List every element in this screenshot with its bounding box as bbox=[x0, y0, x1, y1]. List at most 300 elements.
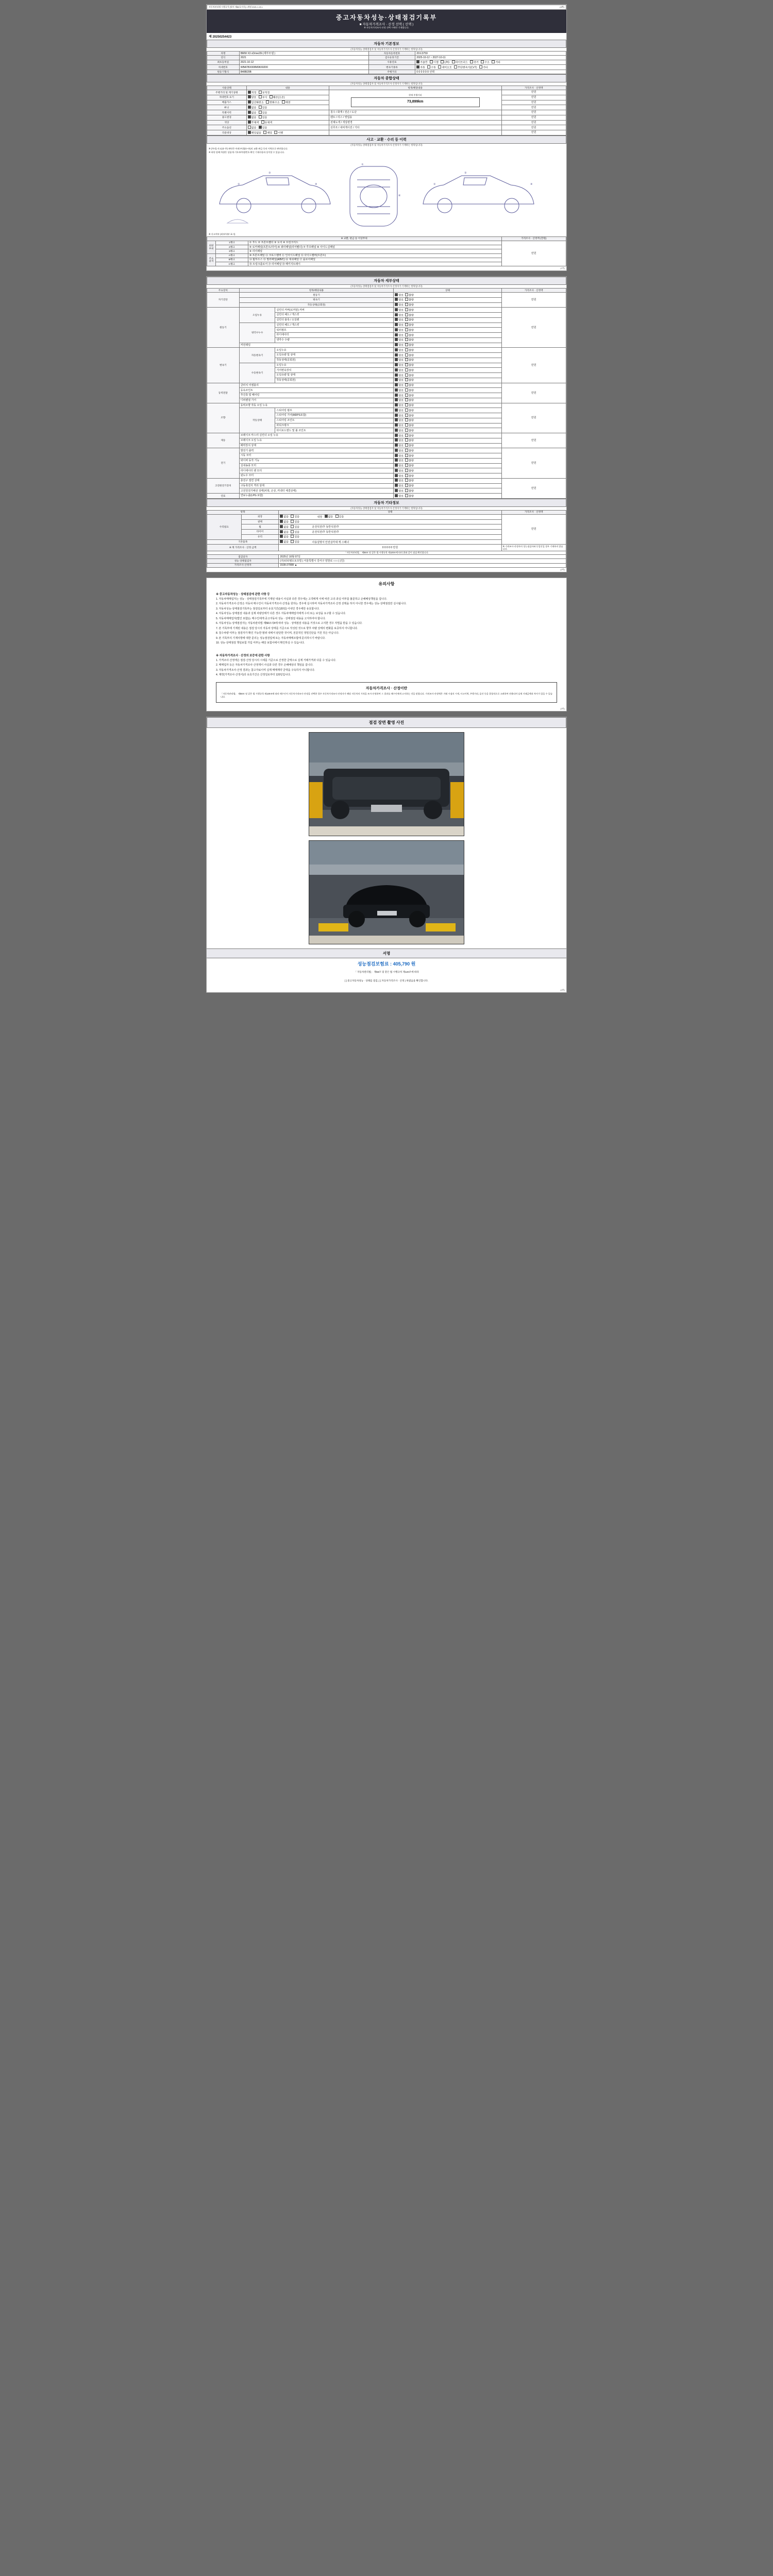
checkbox-good[interactable] bbox=[395, 363, 398, 366]
opt-label: 유채색 bbox=[264, 121, 273, 125]
checkbox-bad[interactable] bbox=[405, 348, 408, 351]
checkbox-bad[interactable] bbox=[405, 418, 408, 421]
checkbox-emission-hc[interactable] bbox=[266, 100, 269, 104]
basic-label: 검사유효기간 bbox=[368, 56, 415, 60]
detail-state bbox=[394, 313, 501, 318]
checkbox-bad[interactable] bbox=[405, 484, 408, 487]
checkbox-bad[interactable] bbox=[405, 353, 408, 357]
checkbox-good[interactable] bbox=[395, 444, 398, 447]
checkbox-good[interactable] bbox=[395, 328, 398, 331]
parts-rank: B랭크 bbox=[216, 258, 248, 262]
checkbox-good[interactable] bbox=[395, 464, 398, 467]
opt-label: 적정 bbox=[251, 91, 257, 95]
page-mark-1: (4쪽) bbox=[560, 6, 564, 8]
overall-row-options bbox=[246, 100, 329, 105]
checkbox-polish-none[interactable] bbox=[280, 520, 283, 523]
checkbox-bad[interactable] bbox=[405, 368, 408, 371]
checkbox-bad[interactable] bbox=[405, 383, 408, 386]
checkbox-good[interactable] bbox=[395, 423, 398, 427]
opt-label: 있음 bbox=[294, 540, 300, 544]
state-label: 양호 bbox=[398, 489, 404, 493]
checkbox-bad[interactable] bbox=[405, 303, 408, 306]
svg-text:⑦: ⑦ bbox=[361, 163, 364, 166]
checkbox-bad[interactable] bbox=[405, 333, 408, 336]
price-unit: 만원 bbox=[501, 90, 566, 95]
checkbox-good[interactable] bbox=[395, 378, 398, 381]
detail-item-name: 워터펌프 bbox=[275, 328, 394, 333]
checkbox-recall-yes[interactable] bbox=[263, 131, 266, 134]
page-footer-1: (1쪽) bbox=[560, 267, 565, 270]
detail-subgroup: 오일누유 bbox=[239, 308, 275, 323]
detail-state bbox=[394, 393, 501, 398]
detail-col-header: 항목/해당내용 bbox=[239, 289, 394, 293]
checkbox-good[interactable] bbox=[395, 414, 398, 417]
vehicle-diagram bbox=[207, 155, 566, 232]
opt-label: 탄화수소 bbox=[270, 101, 280, 105]
basic-label: 최초등록일 bbox=[207, 60, 240, 65]
checkbox-good[interactable] bbox=[395, 489, 398, 492]
checkbox-color-chromatic[interactable] bbox=[261, 121, 264, 124]
checkbox-bad[interactable] bbox=[405, 479, 408, 482]
document-page bbox=[0, 4, 773, 993]
checkbox-bad[interactable] bbox=[405, 454, 408, 457]
state-label: 불량 bbox=[409, 318, 414, 322]
checkbox-good[interactable] bbox=[395, 368, 398, 371]
checkbox-good[interactable] bbox=[395, 308, 398, 311]
detail-group: 원동기 bbox=[207, 308, 240, 348]
detail-item-name: 구동축전지 격리 상태 bbox=[239, 483, 394, 488]
checkbox-tire-yes[interactable] bbox=[291, 530, 294, 533]
basic-label: 변속기종류 bbox=[368, 65, 415, 70]
accident-line-2: ※ 하단 당해 차량은 상품개·기록부/차량번호 확인 기재사항과 상이할 수 있습니다. bbox=[209, 150, 285, 154]
checkbox-history-yes[interactable] bbox=[259, 111, 262, 114]
checkbox-exterior-none[interactable] bbox=[280, 515, 283, 518]
checkbox-option-yes[interactable] bbox=[259, 126, 262, 129]
checkbox-bad[interactable] bbox=[405, 409, 408, 412]
state-label: 양호 bbox=[398, 324, 404, 327]
checkbox-tuning-yes[interactable] bbox=[259, 106, 262, 109]
detail-item-name: 오일누유 bbox=[275, 363, 394, 368]
checkbox-bad[interactable] bbox=[405, 459, 408, 462]
etc-item-name: 휠 bbox=[241, 524, 279, 530]
checkbox-vin-damage[interactable] bbox=[270, 95, 273, 98]
checkbox-good[interactable] bbox=[395, 313, 398, 316]
detail-item-name: 클러치 어셈블리 bbox=[239, 383, 394, 388]
detail-item-name: 작동상태(공회전) bbox=[275, 378, 394, 383]
checkbox-recall-done[interactable] bbox=[274, 131, 277, 134]
state-label: 불량 bbox=[409, 484, 414, 488]
state-label: 불량 bbox=[409, 359, 414, 362]
sheet-page-2 bbox=[206, 276, 567, 572]
checkbox-good[interactable] bbox=[395, 449, 398, 452]
trans-option-label: 세미오토 bbox=[442, 66, 452, 70]
basic-value: BMW X3 xDrive20i (세부모델 ) bbox=[239, 52, 368, 56]
detail-state bbox=[394, 443, 501, 448]
detail-item-name: 원동기 bbox=[239, 293, 394, 298]
state-label: 양호 bbox=[398, 379, 404, 382]
checkbox-bad[interactable] bbox=[405, 328, 408, 331]
checkbox-interior-yes[interactable] bbox=[335, 515, 339, 518]
detail-group: 전기 bbox=[207, 448, 240, 479]
checkbox-fuel-lpg[interactable] bbox=[441, 60, 444, 63]
checkbox-good[interactable] bbox=[395, 318, 398, 321]
opt-label: 부식 bbox=[262, 96, 267, 99]
detail-item-name: 시동 모터 bbox=[239, 453, 394, 459]
checkbox-wheel-none[interactable] bbox=[280, 525, 283, 528]
detail-state bbox=[394, 423, 501, 428]
checkbox-good[interactable] bbox=[395, 474, 398, 477]
checkbox-bad[interactable] bbox=[405, 323, 408, 326]
footnote-line-1: 「 자동차관리법」 제58조 및 같은 법 시행규칙 제120조에 따라 bbox=[354, 971, 419, 974]
overall-row-options bbox=[246, 90, 329, 95]
detail-state bbox=[394, 323, 501, 328]
checkbox-bad[interactable] bbox=[405, 429, 408, 432]
detail-state bbox=[394, 328, 501, 333]
state-label: 불량 bbox=[409, 434, 414, 438]
detail-state bbox=[394, 363, 501, 368]
checkbox-fuel-gasoline[interactable] bbox=[416, 60, 419, 63]
checkbox-fuel-ev[interactable] bbox=[470, 60, 473, 63]
checkbox-bad[interactable] bbox=[405, 414, 408, 417]
checkbox-polish-yes[interactable] bbox=[291, 520, 294, 523]
checkbox-bad[interactable] bbox=[405, 313, 408, 316]
sign-label: 성능·상태점검자 bbox=[207, 559, 279, 563]
checkbox-recall-na[interactable] bbox=[248, 131, 251, 134]
checkbox-tuning-none[interactable] bbox=[248, 106, 251, 109]
checkbox-trans-cvt[interactable] bbox=[454, 65, 457, 69]
checkbox-good[interactable] bbox=[395, 403, 398, 406]
checkbox-history-none[interactable] bbox=[248, 111, 251, 114]
checkbox-bad[interactable] bbox=[405, 378, 408, 381]
price-unit: 만원 bbox=[501, 95, 566, 100]
basic-label: 원동기형식 bbox=[207, 70, 240, 74]
opt-label: 훼손(오손) bbox=[273, 96, 285, 99]
etc-item-name-2: 내장 bbox=[317, 515, 323, 519]
checkbox-fuel-hydrogen[interactable] bbox=[481, 60, 484, 63]
checkbox-good[interactable] bbox=[395, 348, 398, 351]
basic-value: 2021 bbox=[239, 56, 368, 60]
checkbox-fuel-hybrid[interactable] bbox=[452, 60, 455, 63]
detail-state bbox=[394, 473, 501, 479]
checkbox-bad[interactable] bbox=[405, 308, 408, 311]
checkbox-glass-yes[interactable] bbox=[291, 535, 294, 538]
accident-parts-table bbox=[207, 236, 566, 266]
detail-item-name: 커먼레일 bbox=[239, 343, 394, 348]
detail-item-name: 작동상태(공회전) bbox=[275, 358, 394, 363]
overall-row-name: 주행거리 및 계기상태 bbox=[207, 90, 247, 95]
state-label: 양호 bbox=[398, 414, 404, 418]
checkbox-option-none[interactable] bbox=[248, 126, 251, 129]
detail-price: 만원 bbox=[501, 478, 566, 498]
checkbox-fuel-diesel[interactable] bbox=[430, 60, 433, 63]
detail-item-name: 실린더 블록 / 오일팬 bbox=[275, 317, 394, 323]
checkbox-tire-none[interactable] bbox=[280, 530, 283, 533]
basic-label: 연식 bbox=[207, 56, 240, 60]
checkbox-emission-smoke[interactable] bbox=[282, 100, 285, 104]
state-label: 양호 bbox=[398, 454, 404, 458]
state-label: 양호 bbox=[398, 424, 404, 428]
state-label: 불량 bbox=[409, 369, 414, 372]
state-label: 불량 bbox=[409, 414, 414, 418]
transmission-options bbox=[415, 65, 566, 70]
opt-label: 있음 bbox=[294, 526, 300, 529]
etc-price: 만원 bbox=[501, 514, 566, 545]
checkbox-good[interactable] bbox=[395, 479, 398, 482]
opt-label: 일산화탄소 bbox=[251, 101, 264, 105]
checkbox-bad[interactable] bbox=[405, 318, 408, 321]
checkbox-good[interactable] bbox=[395, 374, 398, 377]
header-note: ※ 자동차가격조사·산정 선택 시에만 기재합니다. bbox=[364, 26, 409, 29]
price-unit: 만원 bbox=[501, 120, 566, 125]
state-label: 양호 bbox=[398, 394, 404, 398]
notice-sub-item: 1. 가격조사·산정액은 점검·산정 당시의 시세를 기준으로 산정한 금액으로 실제 거래가격과 다를 수 있습니다. bbox=[216, 658, 337, 662]
checkbox-good[interactable] bbox=[395, 398, 398, 401]
checkbox-good[interactable] bbox=[395, 494, 398, 497]
sign-value: (주)티티엠오토모빌 | 서울특별시 강서구 양천로 ○○○ | (인) bbox=[279, 559, 566, 563]
sign-label: 가격조사·산정자 bbox=[207, 563, 279, 567]
checkbox-good[interactable] bbox=[395, 333, 398, 336]
checkbox-usechange-yes[interactable] bbox=[259, 115, 262, 118]
sheet-page-3 bbox=[206, 578, 567, 711]
checkbox-good[interactable] bbox=[395, 454, 398, 457]
detail-table bbox=[207, 288, 566, 499]
detail-state bbox=[394, 488, 501, 494]
detail-state bbox=[394, 373, 501, 378]
detail-item-name: 등속조인트 bbox=[239, 388, 394, 393]
checkbox-bad[interactable] bbox=[405, 489, 408, 492]
state-label: 양호 bbox=[398, 344, 404, 347]
checkbox-bad[interactable] bbox=[405, 403, 408, 406]
state-label: 양호 bbox=[398, 298, 404, 302]
definition-box bbox=[216, 682, 557, 703]
checkbox-good[interactable] bbox=[395, 459, 398, 462]
checkbox-vin-good[interactable] bbox=[248, 95, 251, 98]
basic-value: 2025-10-12 ~ 2027-10-11 bbox=[415, 56, 566, 60]
checkbox-bad[interactable] bbox=[405, 449, 408, 452]
fuel-option-label: 전기 bbox=[474, 61, 479, 64]
checkbox-trans-semiauto[interactable] bbox=[438, 65, 441, 69]
notice-item: 9. 본 기록부의 기재사항에 대한 문의는 성능점검업체 또는 자동차매매조합에 문의하시기 바랍니다. bbox=[216, 636, 326, 640]
opt-label: 매연 bbox=[285, 101, 291, 105]
checkbox-usechange-none[interactable] bbox=[248, 115, 251, 118]
state-label: 양호 bbox=[398, 439, 404, 443]
parts-list: ⑩ 프론트패널 ⑪ 크로스멤버 ⑫ 인사이드패널 ⑬ 사이드멤버(프론트) bbox=[248, 253, 501, 258]
basic-items-label: 사용설명서 안전삼각대 잭 스패너 bbox=[312, 540, 349, 544]
overall-col-header: 항목/해당내용 bbox=[329, 86, 501, 90]
checkbox-bad[interactable] bbox=[405, 358, 408, 361]
detail-group: 고전원전기장치 bbox=[207, 478, 240, 493]
checkbox-glass-none[interactable] bbox=[280, 535, 283, 538]
state-label: 양호 bbox=[398, 374, 404, 378]
checkbox-vin-corrosion[interactable] bbox=[259, 95, 262, 98]
notice-sub-item: 3. 자동차가격조사·산정 결과는 참고자료이며 실제 매매계약 금액을 구속하지 아니합니다. bbox=[216, 668, 315, 672]
state-label: 불량 bbox=[409, 379, 414, 382]
checkbox-trans-manual[interactable] bbox=[427, 65, 430, 69]
checkbox-good[interactable] bbox=[395, 293, 398, 296]
basic-label: 차대번호 bbox=[207, 65, 240, 70]
checkbox-good[interactable] bbox=[395, 394, 398, 397]
opt-label: 있음 bbox=[262, 116, 267, 120]
checkbox-trans-auto[interactable] bbox=[416, 65, 419, 69]
notice-item: 10. 성능·상태점검 책임보험 가입 여부는 해당 보험사에서 확인하실 수 있습니다. bbox=[216, 641, 305, 645]
detail-state bbox=[394, 302, 501, 308]
checkbox-interior-none[interactable] bbox=[325, 515, 328, 518]
checkbox-bad[interactable] bbox=[405, 363, 408, 366]
detail-price: 만원 bbox=[501, 348, 566, 383]
basic-info-band: 자동차 기본정보 bbox=[207, 40, 566, 48]
state-label: 불량 bbox=[409, 429, 414, 433]
checkbox-mileage-ng[interactable] bbox=[259, 91, 262, 94]
overall-row-name: 색상 bbox=[207, 120, 247, 125]
overall-row-options bbox=[246, 115, 329, 120]
detail-state bbox=[394, 428, 501, 433]
parts-list: ⑤ 로커패널(프론트/리어) ⑥ 쿼터패널(리어휀더) ⑦ 루프패널 ⑧ 사이드실패널 bbox=[248, 245, 501, 249]
notice-item: 4. 자동차성능·상태점검 내용과 실제 차량상태가 다른 경우 자동차매매업자에게 수리 또는 보상을 요구할 수 있습니다. bbox=[216, 612, 346, 616]
opt-label: 없음 bbox=[283, 540, 289, 544]
opt-label: 없음 bbox=[328, 515, 333, 519]
checkbox-good[interactable] bbox=[395, 358, 398, 361]
detail-item-name: 추진축 및 베어링 bbox=[239, 393, 394, 398]
checkbox-good[interactable] bbox=[395, 383, 398, 386]
state-label: 불량 bbox=[409, 449, 414, 453]
state-label: 불량 bbox=[409, 419, 414, 422]
detail-item-name: 발전기 출력 bbox=[239, 448, 394, 453]
checkbox-color-achromatic[interactable] bbox=[248, 121, 251, 124]
form-topbar bbox=[207, 5, 566, 10]
checkbox-bad[interactable] bbox=[405, 464, 408, 467]
overall-row-options bbox=[246, 110, 329, 115]
opt-label: 이행 bbox=[278, 131, 283, 135]
state-label: 불량 bbox=[409, 469, 414, 473]
checkbox-good[interactable] bbox=[395, 429, 398, 432]
detail-item-name: 라디에이터 bbox=[275, 333, 394, 338]
checkbox-good[interactable] bbox=[395, 438, 398, 442]
sheet-page-1 bbox=[206, 4, 567, 271]
checkbox-good[interactable] bbox=[395, 303, 398, 306]
legal-basis-note: 「자동차관리법」 제58조 및 같은 법 시행규칙 제120조에 따라 위와 같이 점검·확인합니다. bbox=[207, 551, 566, 554]
state-label: 불량 bbox=[409, 309, 414, 312]
opt-label: 있음 bbox=[262, 106, 267, 110]
opt-label: 있음 bbox=[339, 515, 344, 519]
total-note: ※ 가격조사·산정자의 성능점검자와 동일인일 경우 기재하지 않습니다. bbox=[501, 545, 566, 551]
checkbox-good[interactable] bbox=[395, 343, 398, 346]
detail-state bbox=[394, 308, 501, 313]
detail-note: (자동차성능·상태점검자 및 자동차가격조사·산정자가 기재하는 항목입니다) bbox=[350, 285, 423, 288]
detail-state bbox=[394, 463, 501, 468]
fuel-option-label: LPG bbox=[444, 61, 450, 64]
mileage-digits: 0 0 0 0 0 0 선택 bbox=[415, 70, 566, 74]
checkbox-fuel-etc[interactable] bbox=[492, 60, 495, 63]
trans-option-label: 무단변속기(CVT) bbox=[458, 66, 477, 70]
checkbox-bad[interactable] bbox=[405, 434, 408, 437]
state-label: 양호 bbox=[398, 469, 404, 473]
checkbox-bad[interactable] bbox=[405, 298, 408, 301]
overall-row-detail: 전체도색 / 색상변경 bbox=[329, 120, 501, 125]
checkbox-wheel-yes[interactable] bbox=[291, 525, 294, 528]
etc-note: (자동차성능·상태점검자 및 자동차가격조사·산정자가 기재하는 항목입니다) bbox=[350, 506, 423, 510]
notice-item: 1. 자동차매매업자는 성능 · 상태점검기록부에 기재된 내용이 사실과 다른 경우에는 고객에게 이에 따른 고의·과실 여부를 불문하고 손해배상책임을 집니다. bbox=[216, 597, 387, 601]
detail-item-name: 실내송풍 모터 bbox=[239, 463, 394, 468]
checkbox-good[interactable] bbox=[395, 409, 398, 412]
opt-label: 있음 bbox=[294, 535, 300, 539]
checkbox-bad[interactable] bbox=[405, 423, 408, 427]
checkbox-bad[interactable] bbox=[405, 338, 408, 341]
checkbox-trans-etc[interactable] bbox=[479, 65, 482, 69]
checkbox-bad[interactable] bbox=[405, 343, 408, 346]
svg-text:①: ① bbox=[433, 182, 436, 186]
detail-item-name: 오일유량 및 상태 bbox=[275, 373, 394, 378]
etc-item-name: 타이어 bbox=[241, 530, 279, 535]
overall-col-header: 가격조사 · 산정액 bbox=[501, 86, 566, 90]
notice-item: 2. 자동차가격조사·산정은 자동차 매수인이 자동차가격조사·산정을 원하는 경우에 실시하며 자동차가격조사·산정 선택을 하지 아니한 경우에는 성능·상태점검만 실시됩니다. bbox=[216, 602, 407, 606]
checkbox-good[interactable] bbox=[395, 338, 398, 341]
state-label: 양호 bbox=[398, 404, 404, 408]
overall-row-detail: 선루프 / 내비게이션 / 기타 bbox=[329, 125, 501, 130]
sign-value: 1530-27008 ▲ bbox=[279, 563, 566, 567]
state-label: 양호 bbox=[398, 444, 404, 448]
checkbox-good[interactable] bbox=[395, 434, 398, 437]
etc-col-header: 가격조사 · 산정액 bbox=[501, 510, 566, 514]
checkbox-bad[interactable] bbox=[405, 474, 408, 477]
checkbox-good[interactable] bbox=[395, 353, 398, 357]
price-unit: 만원 bbox=[501, 125, 566, 130]
checkbox-good[interactable] bbox=[395, 418, 398, 421]
state-label: 불량 bbox=[409, 444, 414, 448]
checkbox-good[interactable] bbox=[395, 484, 398, 487]
checkbox-bad[interactable] bbox=[405, 469, 408, 472]
parts-rank: C랭크 bbox=[216, 262, 248, 266]
overall-row-options bbox=[246, 120, 329, 125]
state-label: 양호 bbox=[398, 419, 404, 422]
checkbox-bad[interactable] bbox=[405, 398, 408, 401]
detail-item-name: 와이퍼 동작 기능 bbox=[239, 458, 394, 463]
checkbox-good[interactable] bbox=[395, 298, 398, 301]
state-label: 불량 bbox=[409, 354, 414, 358]
checkbox-good[interactable] bbox=[395, 388, 398, 392]
lift-rear-photo bbox=[309, 840, 464, 944]
checkbox-exterior-yes[interactable] bbox=[291, 515, 294, 518]
detail-state bbox=[394, 378, 501, 383]
svg-text:④: ④ bbox=[530, 182, 533, 186]
basic-label: 사용연료 bbox=[368, 60, 415, 65]
opt-label: 있음 bbox=[262, 111, 267, 115]
opt-label: 해당없음 bbox=[251, 131, 261, 135]
checkbox-good[interactable] bbox=[395, 469, 398, 472]
mileage-value: 73,899km bbox=[351, 97, 480, 107]
etc-item-name: 광택 bbox=[241, 519, 279, 524]
detail-state bbox=[394, 403, 501, 408]
checkbox-bad[interactable] bbox=[405, 374, 408, 377]
doc-no-label: 제 bbox=[209, 36, 212, 39]
checkbox-bad[interactable] bbox=[405, 388, 408, 392]
state-label: 양호 bbox=[398, 389, 404, 393]
detail-state bbox=[394, 297, 501, 302]
checkbox-bad[interactable] bbox=[405, 394, 408, 397]
checkbox-good[interactable] bbox=[395, 323, 398, 326]
checkbox-basic-yes[interactable] bbox=[291, 540, 294, 543]
checkbox-emission-co[interactable] bbox=[248, 100, 251, 104]
checkbox-bad[interactable] bbox=[405, 494, 408, 497]
etc-col-header: 항목 bbox=[207, 510, 279, 514]
checkbox-bad[interactable] bbox=[405, 444, 408, 447]
checkbox-mileage-ok[interactable] bbox=[248, 91, 251, 94]
checkbox-bad[interactable] bbox=[405, 438, 408, 442]
detail-group: 연료 bbox=[207, 494, 240, 499]
fuel-option-label: 기타 bbox=[495, 61, 500, 64]
checkbox-basic-none[interactable] bbox=[280, 540, 283, 543]
checkbox-bad[interactable] bbox=[405, 293, 408, 296]
etc-group-basic-items: 기본품목 bbox=[207, 539, 279, 545]
